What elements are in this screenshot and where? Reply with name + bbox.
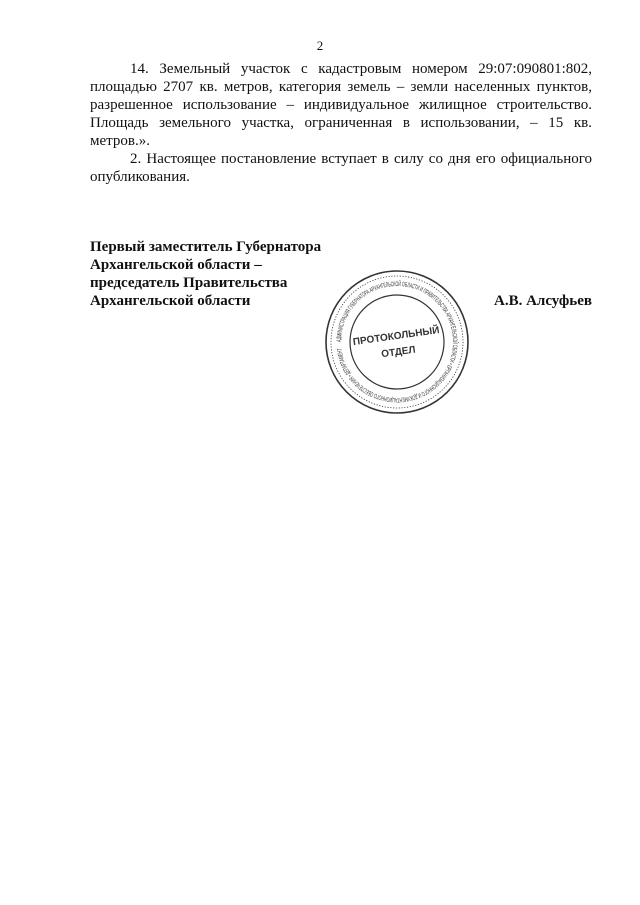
seal-dotted-ring — [331, 276, 463, 408]
signatory-position-line: председатель Правительства — [90, 275, 288, 291]
seal-inner-text-line: ОТДЕЛ — [380, 344, 417, 361]
document-body — [90, 60, 592, 186]
signatory-position-line: Архангельской области — [90, 293, 251, 309]
official-seal-stamp — [322, 267, 472, 417]
paragraph-item-14: 14. Земельный участок с кадастровым номером 29:07:090801:802, площадью 2707 кв. метров, категория земель – земли населенных пунктов, разрешенное использование – индивидуальное жилищное строительство. Площадь земельного участка, ограниченная в использовании, – 15 кв. метров.». — [90, 61, 592, 149]
seal-ring-textpath: АДМИНИСТРАЦИЯ ГУБЕРНАТОРА АРХАНГЕЛЬСКОЙ ОБЛАСТИ И ПРАВИТЕЛЬСТВА АРХАНГЕЛЬСКОЙ ОБЛАСТИ • ОРГАНИЗАЦИОННОГО И ДОКУМЕНТАЦИОННОГО ОБЕСПЕЧЕНИЯ • ДЕПАРТАМЕНТ — [335, 280, 459, 404]
paragraph-effective-date: 2. Настоящее постановление вступает в силу со дня его официального опубликования. — [90, 151, 592, 185]
seal-inner-text-line: ПРОТОКОЛЬНЫЙ — [352, 325, 441, 349]
page-number: 2 — [316, 38, 324, 53]
signatory-position-line: Первый заместитель Губернатора — [90, 239, 322, 255]
signatory-position — [90, 238, 350, 310]
signatory-position-line: Архангельской области – — [90, 257, 262, 273]
seal-outer-ring — [326, 271, 468, 413]
signatory-name: А.В. Алсуфьев — [494, 293, 592, 309]
